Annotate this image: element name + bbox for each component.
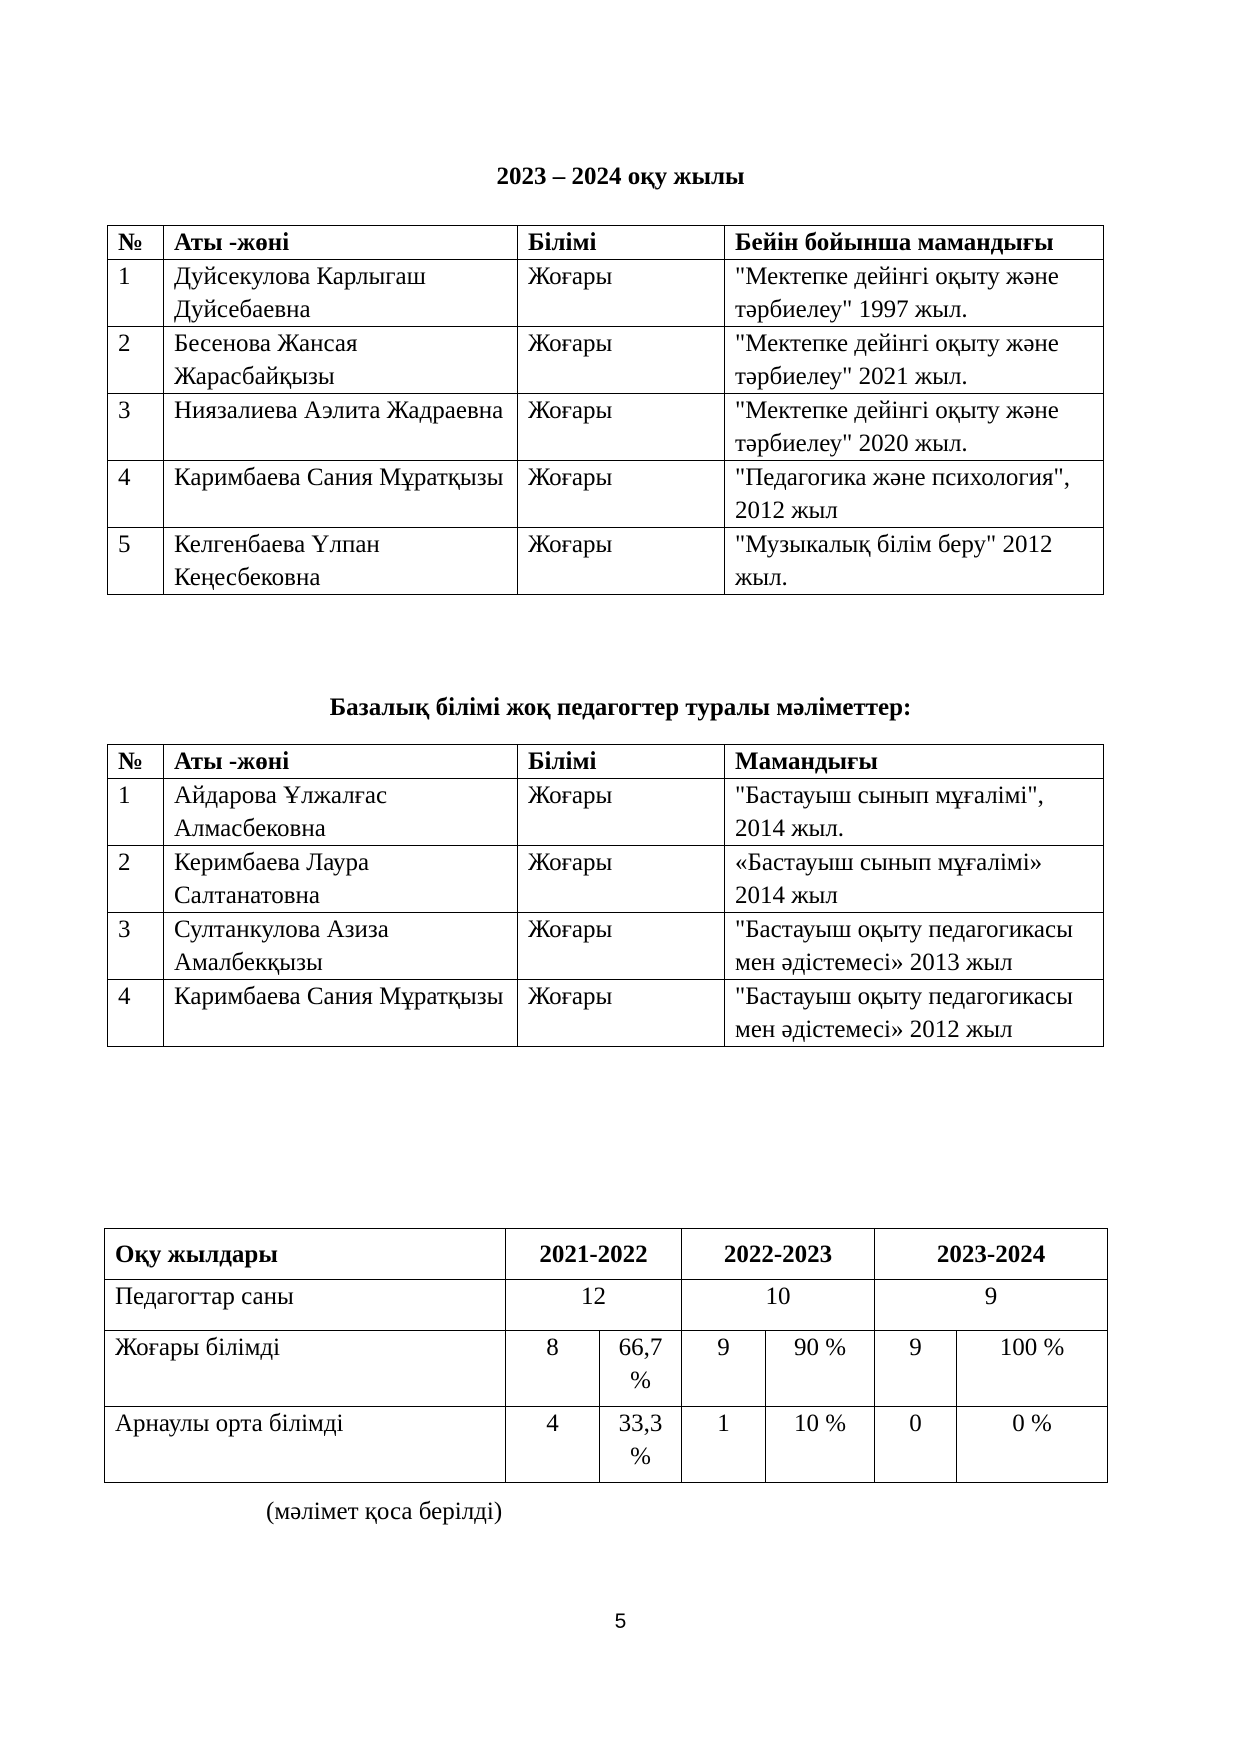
cell-name: Ниязалиева Аэлита Жадраевна bbox=[164, 394, 518, 461]
cell-number: 4 bbox=[108, 980, 164, 1047]
stats-header-row bbox=[105, 1229, 1108, 1280]
percent-2021-2022: 33,3 % bbox=[600, 1407, 682, 1483]
count-2023-2024: 9 bbox=[875, 1331, 957, 1407]
col-header-number: № bbox=[108, 226, 164, 260]
table-row bbox=[108, 913, 1104, 980]
table-row bbox=[108, 779, 1104, 846]
cell-education: Жоғары bbox=[518, 913, 725, 980]
col-header-name: Аты -жөні bbox=[164, 226, 518, 260]
table-row bbox=[108, 980, 1104, 1047]
cell-education: Жоғары bbox=[518, 394, 725, 461]
count-2022-2023: 1 bbox=[682, 1407, 766, 1483]
cell-specialty: "Бастауыш сынып мұғалімі", 2014 жыл. bbox=[725, 779, 1104, 846]
cell-name: Керимбаева Лаура Салтанатовна bbox=[164, 846, 518, 913]
percent-2023-2024: 100 % bbox=[957, 1331, 1108, 1407]
table-row bbox=[108, 260, 1104, 327]
col-header-academic-years: Оқу жылдары bbox=[105, 1229, 506, 1280]
count-2022-2023: 9 bbox=[682, 1331, 766, 1407]
row-label: Арнаулы орта білімді bbox=[105, 1407, 506, 1483]
percent-2022-2023: 10 % bbox=[766, 1407, 875, 1483]
cell-number: 2 bbox=[108, 846, 164, 913]
cell-specialty: "Бастауыш оқыту педагогикасы мен әдістемесі» 2013 жыл bbox=[725, 913, 1104, 980]
cell-name: Каримбаева Сания Мұратқызы bbox=[164, 980, 518, 1047]
cell-number: 1 bbox=[108, 779, 164, 846]
percent-2021-2022: 66,7 % bbox=[600, 1331, 682, 1407]
row-label: Жоғары білімді bbox=[105, 1331, 506, 1407]
table-row bbox=[108, 394, 1104, 461]
cell-specialty: "Мектепке дейінгі оқыту және тәрбиелеу" 2020 жыл. bbox=[725, 394, 1104, 461]
cell-name: Султанкулова Азиза Амалбекқызы bbox=[164, 913, 518, 980]
col-header-specialty: Мамандығы bbox=[725, 745, 1104, 779]
cell-name: Айдарова Ұлжалғас Алмасбековна bbox=[164, 779, 518, 846]
cell-number: 5 bbox=[108, 528, 164, 595]
col-header-education: Білімі bbox=[518, 745, 725, 779]
teachers-count-2022-2023: 10 bbox=[682, 1280, 875, 1331]
cell-number: 3 bbox=[108, 913, 164, 980]
teachers-table bbox=[107, 225, 1104, 595]
attachment-note: (мәлімет қоса берілді) bbox=[266, 1498, 503, 1525]
teachers-count-2021-2022: 12 bbox=[506, 1280, 682, 1331]
cell-education: Жоғары bbox=[518, 260, 725, 327]
cell-name: Бесенова Жансая Жарасбайқызы bbox=[164, 327, 518, 394]
col-header-education: Білімі bbox=[518, 226, 725, 260]
cell-education: Жоғары bbox=[518, 461, 725, 528]
cell-education: Жоғары bbox=[518, 779, 725, 846]
statistics-table bbox=[104, 1228, 1108, 1483]
non-base-teachers-table bbox=[107, 744, 1104, 1047]
row-label-teachers: Педагогтар саны bbox=[105, 1280, 506, 1331]
col-header-number: № bbox=[108, 745, 164, 779]
cell-name: Дуйсекулова Карлыгаш Дуйсебаевна bbox=[164, 260, 518, 327]
col-header-2022-2023: 2022-2023 bbox=[682, 1229, 875, 1280]
table-row bbox=[108, 528, 1104, 595]
table-header-row bbox=[108, 226, 1104, 260]
cell-specialty: "Музыкалық білім беру" 2012 жыл. bbox=[725, 528, 1104, 595]
cell-education: Жоғары bbox=[518, 846, 725, 913]
heading-academic-year: 2023 – 2024 оқу жылы bbox=[496, 163, 745, 190]
cell-number: 3 bbox=[108, 394, 164, 461]
stats-row bbox=[105, 1407, 1108, 1483]
cell-specialty: "Мектепке дейінгі оқыту және тәрбиелеу" 2021 жыл. bbox=[725, 327, 1104, 394]
col-header-2023-2024: 2023-2024 bbox=[875, 1229, 1108, 1280]
stats-row-teachers bbox=[105, 1280, 1108, 1331]
cell-specialty: «Бастауыш сынып мұғалімі» 2014 жыл bbox=[725, 846, 1104, 913]
cell-specialty: "Мектепке дейінгі оқыту және тәрбиелеу" 1997 жыл. bbox=[725, 260, 1104, 327]
cell-specialty: "Бастауыш оқыту педагогикасы мен әдістемесі» 2012 жыл bbox=[725, 980, 1104, 1047]
heading-non-base-teachers: Базалық білімі жоқ педагогтер туралы мәліметтер: bbox=[329, 694, 912, 721]
col-header-name: Аты -жөні bbox=[164, 745, 518, 779]
stats-row bbox=[105, 1331, 1108, 1407]
cell-number: 4 bbox=[108, 461, 164, 528]
percent-2022-2023: 90 % bbox=[766, 1331, 875, 1407]
cell-specialty: "Педагогика және психология", 2012 жыл bbox=[725, 461, 1104, 528]
cell-name: Каримбаева Сания Мұратқызы bbox=[164, 461, 518, 528]
cell-education: Жоғары bbox=[518, 980, 725, 1047]
cell-number: 2 bbox=[108, 327, 164, 394]
cell-education: Жоғары bbox=[518, 528, 725, 595]
table-header-row bbox=[108, 745, 1104, 779]
table-row bbox=[108, 327, 1104, 394]
count-2023-2024: 0 bbox=[875, 1407, 957, 1483]
percent-2023-2024: 0 % bbox=[957, 1407, 1108, 1483]
cell-name: Келгенбаева Үлпан Кеңесбековна bbox=[164, 528, 518, 595]
cell-number: 1 bbox=[108, 260, 164, 327]
cell-education: Жоғары bbox=[518, 327, 725, 394]
table-row bbox=[108, 461, 1104, 528]
teachers-count-2023-2024: 9 bbox=[875, 1280, 1108, 1331]
count-2021-2022: 4 bbox=[506, 1407, 600, 1483]
table-row bbox=[108, 846, 1104, 913]
count-2021-2022: 8 bbox=[506, 1331, 600, 1407]
col-header-specialty: Бейін бойынша мамандығы bbox=[725, 226, 1104, 260]
page-number: 5 bbox=[614, 1610, 627, 1633]
col-header-2021-2022: 2021-2022 bbox=[506, 1229, 682, 1280]
